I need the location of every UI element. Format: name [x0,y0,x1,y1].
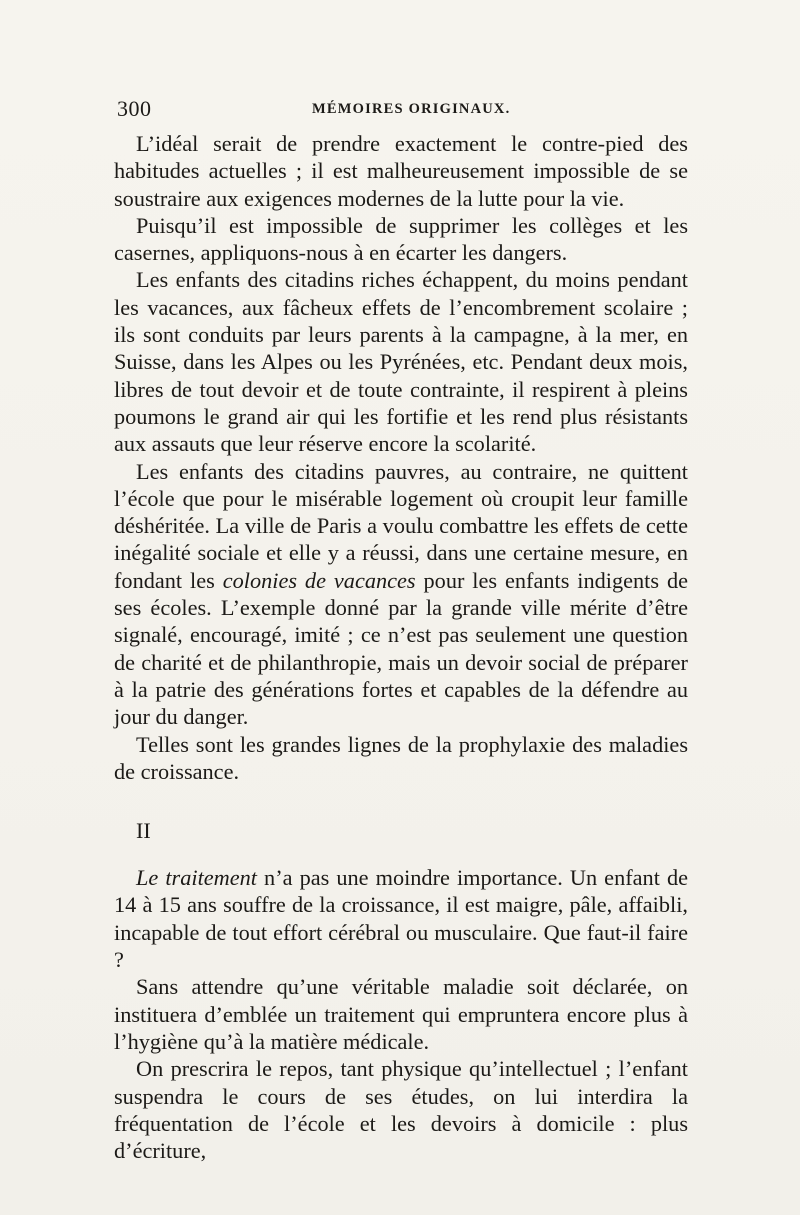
italic-phrase-colonies: colonies de vacances [222,567,416,593]
paragraph-4-text-before: Les enfants des citadins pauvres, au contraire, ne quittent l’école que pour le misérable logement où croupit leur famille déshéritée. La ville de Paris a voulu combattre les effets de cette inégalité sociale et elle y a réussi, dans une certaine mesure, en fondant les [114,458,688,593]
paragraph-6 [114,864,688,973]
section-number: II [136,818,151,844]
spacer [114,785,688,817]
paragraph-7: Sans attendre qu’une véritable maladie soit déclarée, on instituera d’emblée un traitement qui empruntera encore plus à l’hygiène qu’à la matière médicale. [114,974,688,1054]
italic-phrase-traitement: Le traitement [136,865,257,891]
paragraph-1: L’idéal serait de prendre exactement le contre-pied des habitudes actuelles ; il est malheureusement impossible de se soustraire aux exigences modernes de la lutte pour la vie. [114,131,688,211]
paragraph-2: Puisqu’il est impossible de supprimer les collèges et les casernes, appliquons-nous à en écarter les dangers. [114,212,688,266]
paragraph-4 [114,458,688,731]
page-header [117,96,687,126]
paragraph-6-text: n’a pas une moindre importance. Un enfant de 14 à 15 ans souffre de la croissance, il est maigre, pâle, affaibli, incapable de tout effort cérébral ou musculaire. Que faut-il faire ? [114,865,688,973]
body-text [114,130,688,1164]
paragraph-8: On prescrira le repos, tant physique qu’intellectuel ; l’enfant suspendra le cours de ses études, on lui interdira la fréquentation de l’école et les devoirs à domicile : plus d’écriture, [114,1056,688,1164]
paragraph-3: Les enfants des citadins riches échappent, du moins pendant les vacances, aux fâcheux effets de l’encombrement scolaire ; ils sont conduits par leurs parents à la campagne, à la mer, en Suisse, dans les Alpes ou les Pyrénées, etc. Pendant deux mois, libres de tout devoir et de toute contrainte, il respirent à pleins poumons le grand air qui les fortifie et les rend plus résistants aux assauts que leur réserve encore la scolarité. [114,267,688,457]
page-number: 300 [117,96,152,121]
paragraph-5: Telles sont les grandes lignes de la prophylaxie des maladies de croissance. [114,731,688,784]
spacer [114,844,688,864]
running-head: MÉMOIRES ORIGINAUX. [312,101,511,117]
paragraph-4-text-after: pour les enfants indigents de ses écoles. L’exemple donné par la grande ville mérite d’être signalé, encouragé, imité ; ce n’est pas seulement une question de charité et de philanthropie, mais un devoir social de préparer à la patrie des générations fortes et capables de la défendre au jour du danger. [114,567,688,730]
